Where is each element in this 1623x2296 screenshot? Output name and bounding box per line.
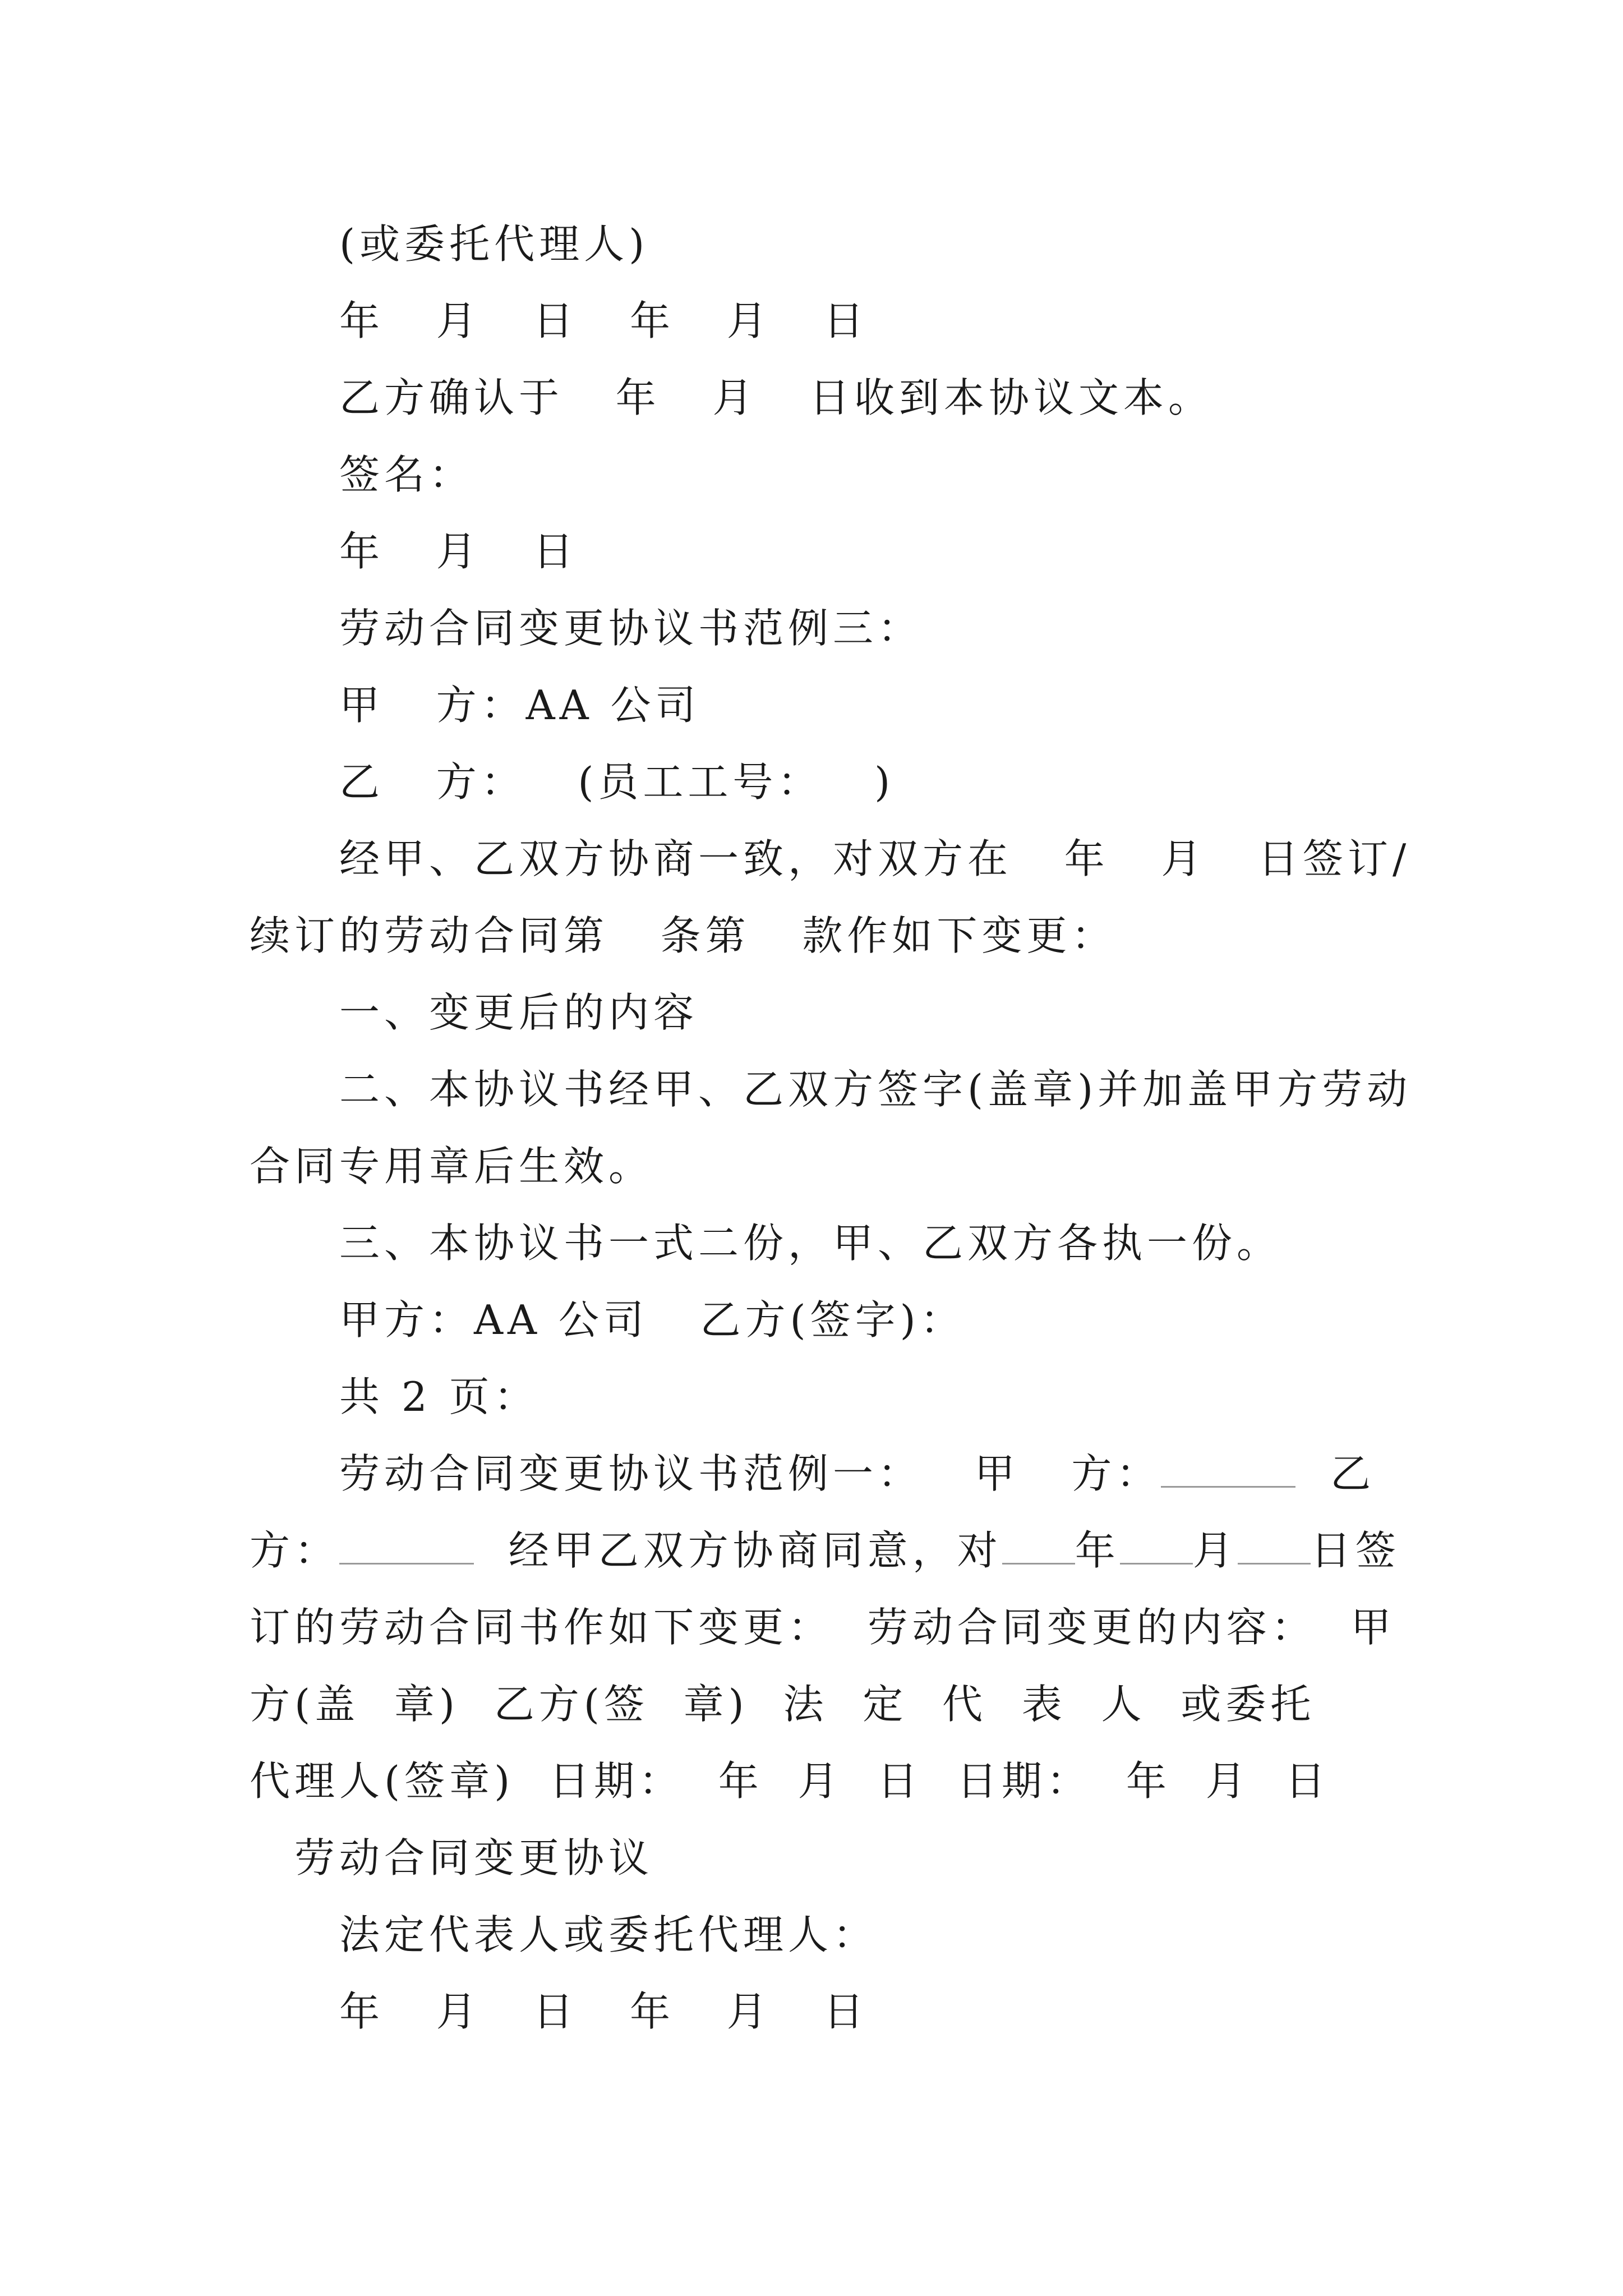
blank-underline bbox=[1120, 1528, 1193, 1565]
blank-underline bbox=[1161, 1451, 1295, 1488]
text-line: 签名： bbox=[339, 451, 474, 498]
blank-underline bbox=[1002, 1528, 1075, 1565]
text-line: (或委托代理人) bbox=[339, 220, 649, 268]
text-line: 年 月 日 年 月 日 bbox=[339, 297, 869, 344]
example1-text: 日签 bbox=[1310, 1527, 1400, 1574]
text-line: 合同专用章后生效。 bbox=[250, 1143, 654, 1190]
text-line: 年 月 日 年 月 日 bbox=[339, 1988, 869, 2035]
blank-underline bbox=[1238, 1528, 1311, 1565]
text-line: 续订的劳动合同第 条第 款作如下变更： bbox=[250, 912, 1117, 959]
text-line: 年 月 日 bbox=[339, 528, 578, 575]
text-line: 经甲、乙双方协商一致，对双方在 年 月 日签订/ bbox=[339, 835, 1411, 882]
text-line: 二、本协议书经甲、乙双方签字(盖章)并加盖甲方劳动 bbox=[339, 1066, 1412, 1113]
text-line: 甲 方：AA 公司 bbox=[339, 682, 700, 729]
text-line: 乙 方： (员工工号： ) bbox=[339, 758, 895, 806]
example1-text: 方： bbox=[250, 1527, 340, 1574]
page-count-line: 共 2 页： bbox=[339, 1373, 539, 1420]
example1-line: 订的劳动合同书作如下变更： 劳动合同变更的内容： 甲 bbox=[250, 1604, 1396, 1651]
example1-line: 方(盖 章) 乙方(签 章) 法 定 代 表 人 或委托 bbox=[250, 1681, 1316, 1728]
example1-text: 经甲乙双方协商同意，对 bbox=[474, 1527, 1002, 1574]
text-line: 乙方确认于 年 月 日收到本协议文本。 bbox=[339, 374, 1213, 421]
text-line: 一、变更后的内容 bbox=[339, 989, 699, 1036]
example1-line bbox=[250, 1522, 1400, 1579]
section-heading: 劳动合同变更协议 bbox=[294, 1834, 654, 1881]
example1-text: 月 bbox=[1192, 1527, 1238, 1574]
example1-line bbox=[339, 1446, 1375, 1502]
blank-underline bbox=[339, 1528, 474, 1565]
text-line: 甲方：AA 公司 乙方(签字)： bbox=[339, 1296, 965, 1343]
example1-text: 年 bbox=[1075, 1527, 1120, 1574]
example1-text: 劳动合同变更协议书范例一： 甲 方： bbox=[339, 1450, 1161, 1497]
section-heading: 劳动合同变更协议书范例三： bbox=[339, 605, 923, 652]
example1-text: 乙 bbox=[1295, 1450, 1376, 1497]
example1-line: 代理人(签章) 日期： 年 月 日 日期： 年 月 日 bbox=[250, 1757, 1330, 1805]
text-line: 法定代表人或委托代理人： bbox=[339, 1911, 878, 1958]
text-line: 三、本协议书一式二份，甲、乙双方各执一份。 bbox=[339, 1220, 1282, 1267]
